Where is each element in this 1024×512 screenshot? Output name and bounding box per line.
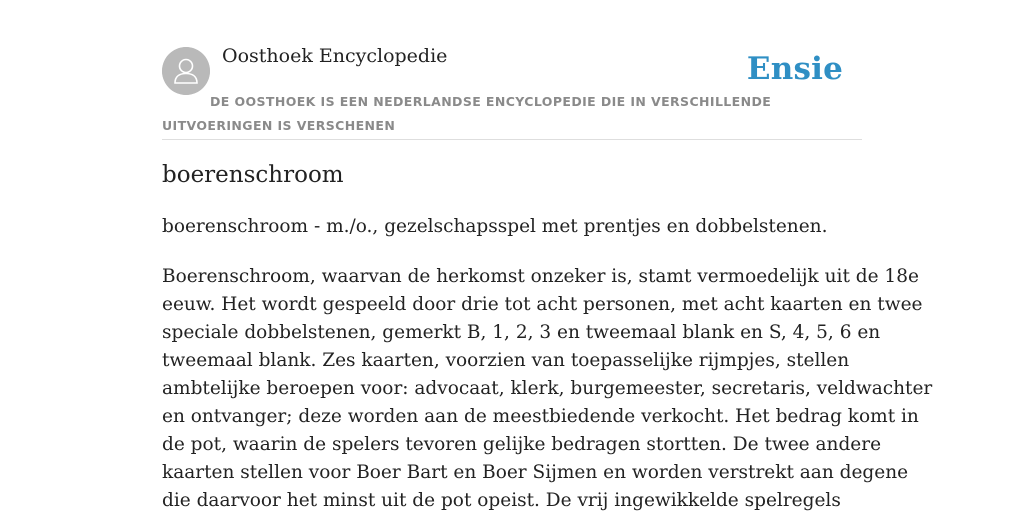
body-line: speciale dobbelstenen, gemerkt B, 1, 2, 3 en tweemaal blank en S, 4, 5, 6 en <box>162 322 881 343</box>
body-line: ambtelijke beroepen voor: advocaat, klerk, burgemeester, secretaris, veldwachter <box>162 378 933 399</box>
body-line: eeuw. Het wordt gespeeld door drie tot acht personen, met acht kaarten en twee <box>162 294 923 315</box>
body-line: kaarten stellen voor Boer Bart en Boer Sijmen en worden verstrekt aan degene <box>162 462 909 483</box>
body-line: tweemaal blank. Zes kaarten, voorzien van toepasselijke rijmpjes, stellen <box>162 350 850 371</box>
ensie-logo-link[interactable]: Ensie <box>746 51 843 87</box>
article-body <box>162 263 933 512</box>
article-definition: boerenschroom - m./o., gezelschapsspel met prentjes en dobbelstenen. <box>162 216 828 237</box>
article-title: boerenschroom <box>162 162 344 188</box>
site-tagline: DE OOSTHOEK IS EEN NEDERLANDSE ENCYCLOPEDIE DIE IN VERSCHILLENDE UITVOERINGEN IS VERSCHENEN <box>162 94 772 133</box>
body-line: de pot, waarin de spelers tevoren gelijke bedragen stortten. De twee andere <box>162 434 882 455</box>
body-line: Boerenschroom, waarvan de herkomst onzeker is, stamt vermoedelijk uit de 18e <box>162 266 919 287</box>
content-container <box>162 0 933 511</box>
site-header <box>162 0 862 140</box>
site-name-link[interactable]: Oosthoek Encyclopedie <box>222 45 448 67</box>
body-line: en ontvanger; deze worden aan de meestbiedende verkocht. Het bedrag komt in <box>162 406 919 427</box>
body-line: die daarvoor het minst uit de pot opeist. De vrij ingewikkelde spelregels <box>162 490 841 511</box>
user-avatar-icon[interactable] <box>162 47 210 95</box>
